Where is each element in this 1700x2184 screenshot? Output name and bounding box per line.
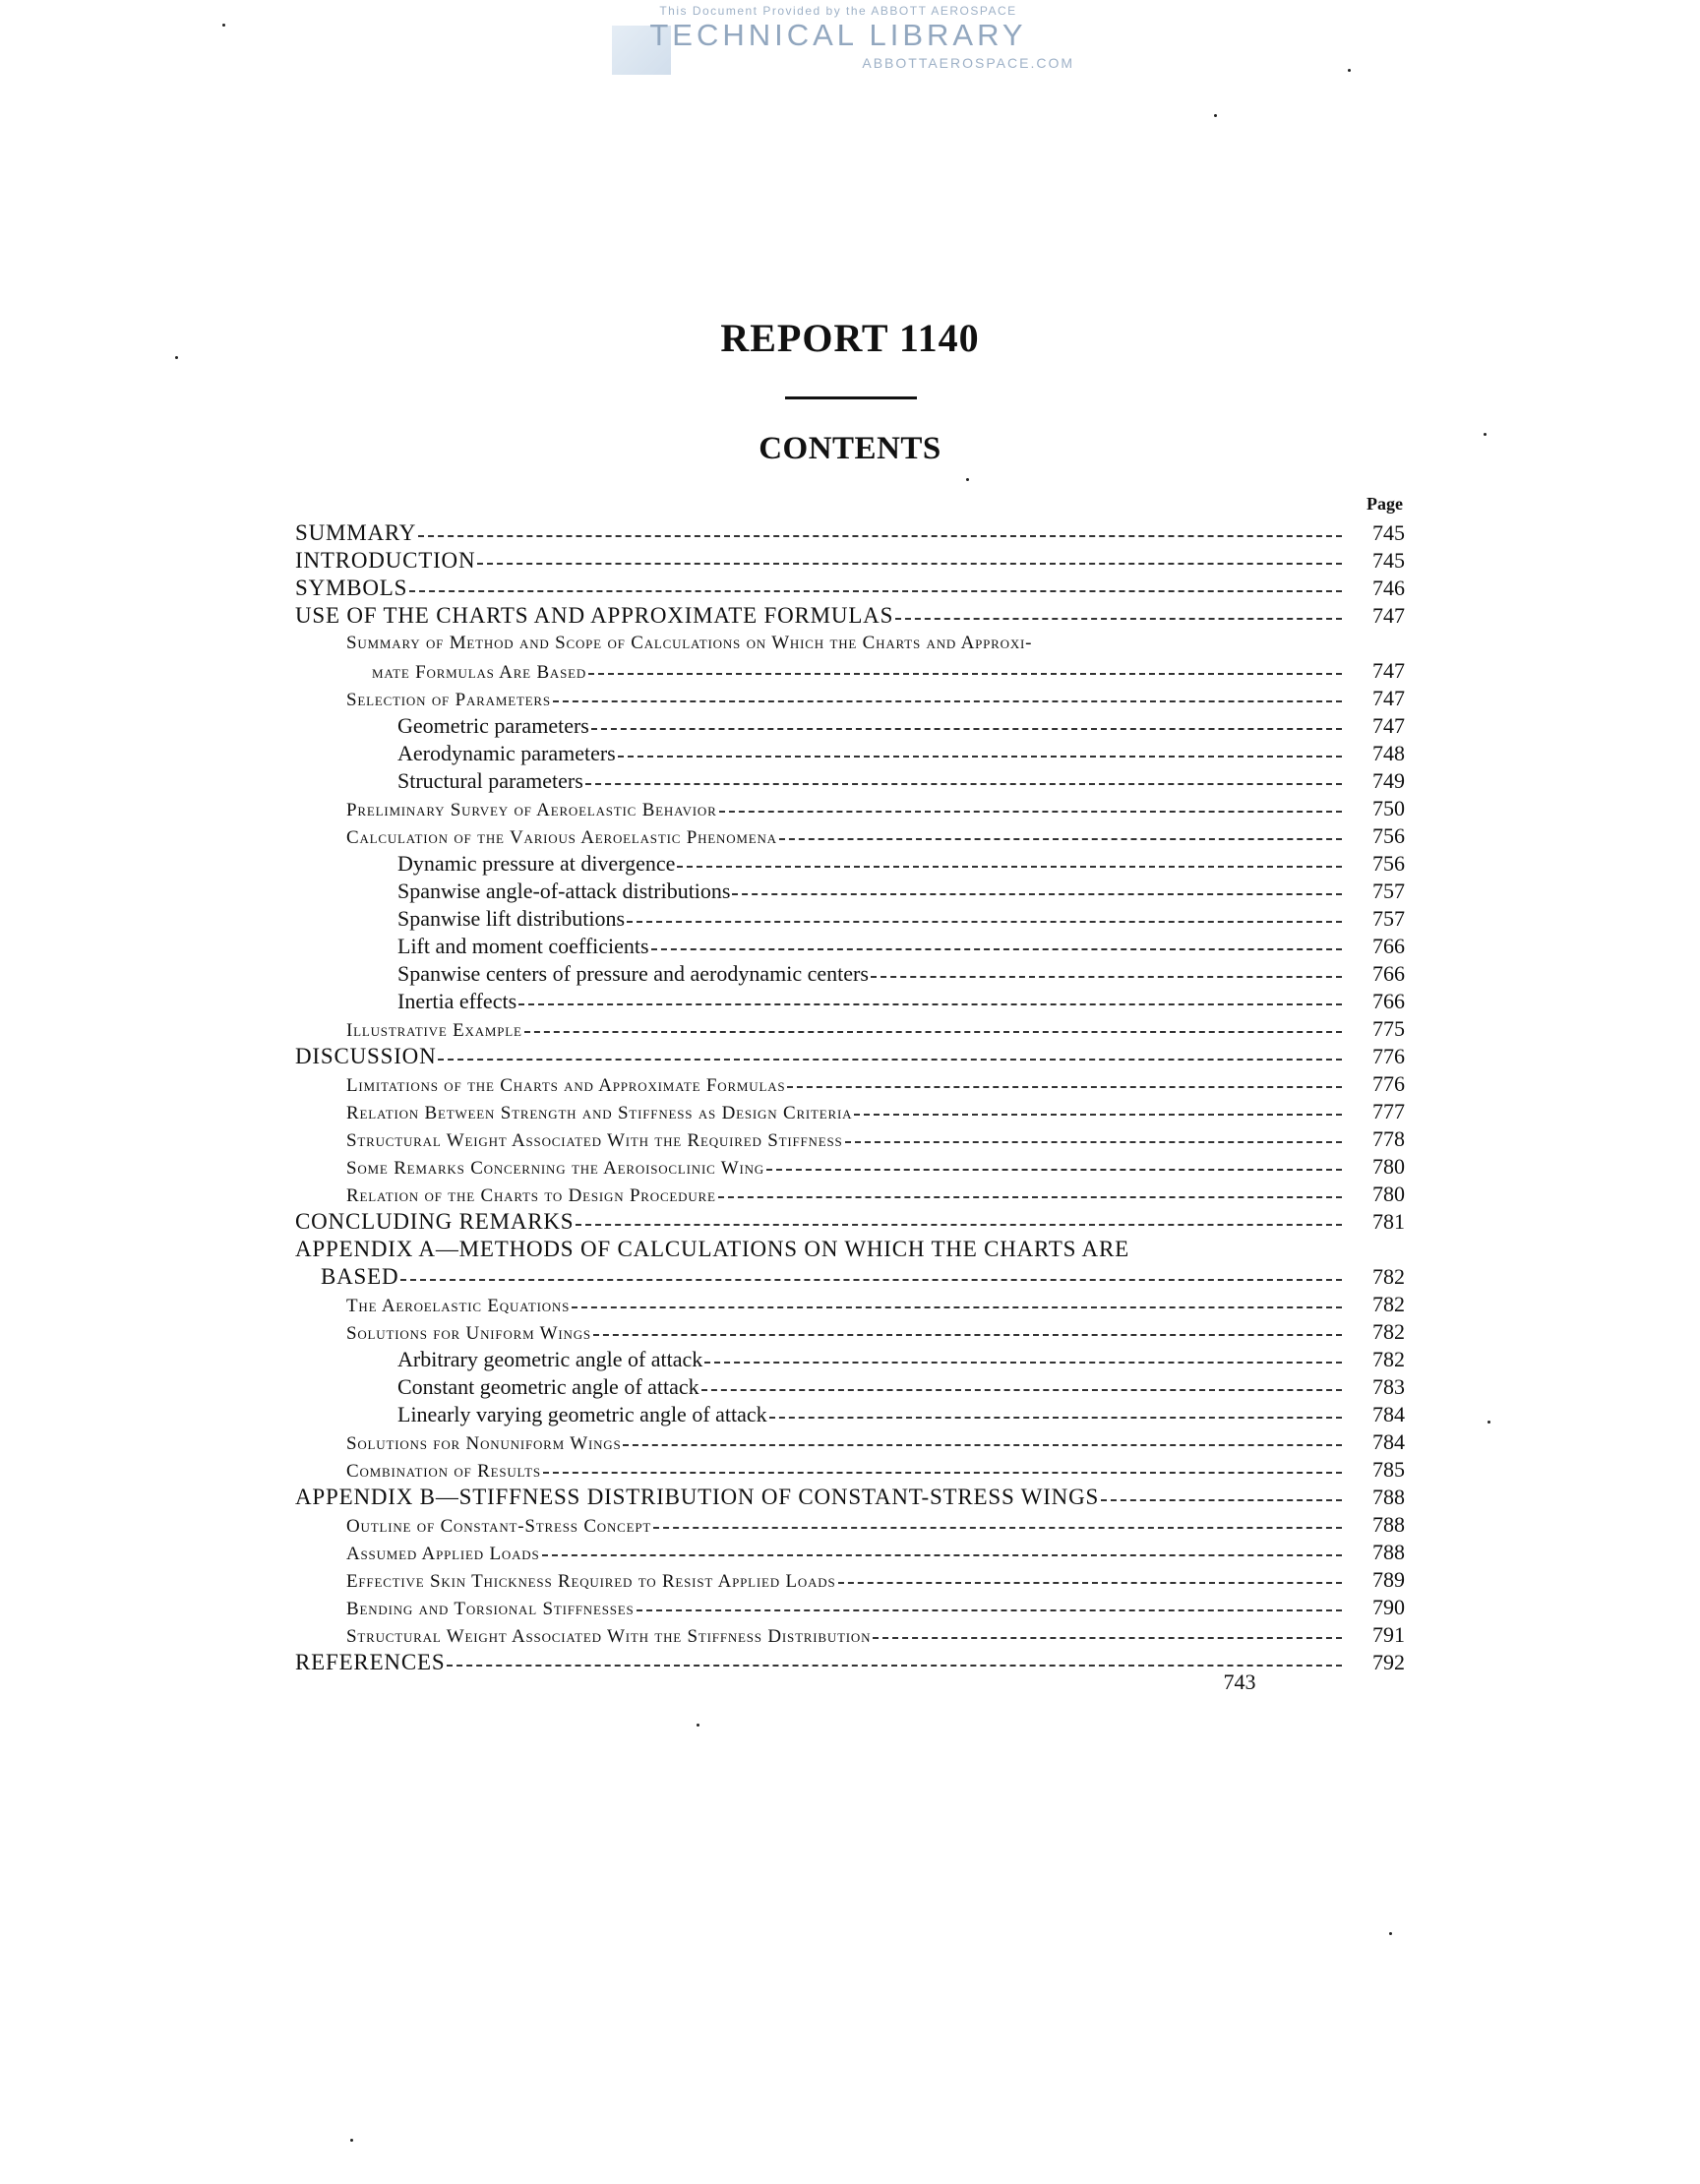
toc-entry-page: 747	[1372, 686, 1405, 710]
toc-entry	[295, 1566, 1405, 1594]
toc-entry-page: 788	[1372, 1485, 1405, 1509]
toc-entry-label: CONCLUDING REMARKS	[295, 1209, 575, 1234]
toc-entry-label: Lift and moment coefficients	[397, 934, 649, 958]
toc-entry	[295, 933, 1405, 960]
toc-entry	[295, 1428, 1405, 1456]
scan-speck	[697, 1724, 699, 1727]
toc-entry	[295, 1043, 1405, 1070]
toc-entry-page: 777	[1372, 1099, 1405, 1123]
toc-entry-page: 747	[1372, 603, 1405, 628]
toc-entry-label: APPENDIX B—STIFFNESS DISTRIBUTION OF CONSTANT-STRESS WINGS	[295, 1485, 1100, 1509]
toc-entry-label: Spanwise centers of pressure and aerodynamic centers	[397, 961, 869, 986]
toc-entry-page: 780	[1372, 1182, 1405, 1206]
dot-leader	[701, 1389, 1342, 1391]
library-watermark	[602, 4, 1074, 75]
toc-entry-page: 757	[1372, 906, 1405, 931]
toc-entry-page: 780	[1372, 1154, 1405, 1179]
dot-leader	[585, 783, 1342, 785]
toc-entry-label: Summary of Method and Scope of Calculations on Which the Charts and Approxi-	[346, 633, 1033, 653]
toc-entry-page: 747	[1372, 713, 1405, 738]
toc-entry	[295, 1015, 1405, 1043]
toc-entry-page: 785	[1372, 1457, 1405, 1482]
toc-entry-label: Some Remarks Concerning the Aeroisoclinic Wing	[346, 1158, 764, 1179]
toc-entry-label: Combination of Results	[346, 1461, 541, 1482]
toc-entry-label: Relation Between Strength and Stiffness as Design Criteria	[346, 1103, 853, 1123]
scan-speck	[966, 478, 969, 481]
toc-entry	[295, 795, 1405, 822]
toc-entry-page: 745	[1372, 548, 1405, 573]
dot-leader	[438, 1059, 1342, 1061]
toc-entry	[295, 1373, 1405, 1401]
toc-entry	[295, 1511, 1405, 1539]
toc-entry-page: 782	[1372, 1319, 1405, 1344]
toc-entry-label: SYMBOLS	[295, 576, 408, 600]
toc-entry-label: BASED	[321, 1264, 399, 1289]
toc-entry-page: 782	[1372, 1264, 1405, 1289]
dot-leader	[871, 976, 1342, 978]
toc-entry-page: 775	[1372, 1016, 1405, 1041]
dot-leader	[618, 756, 1342, 758]
toc-entry-label: Illustrative Example	[346, 1020, 522, 1041]
toc-entry-label: Arbitrary geometric angle of attack	[397, 1347, 703, 1371]
toc-entry	[295, 1594, 1405, 1621]
toc-entry-page: 784	[1372, 1429, 1405, 1454]
toc-entry-label: Relation of the Charts to Design Procedure	[346, 1185, 716, 1206]
toc-entry	[295, 1153, 1405, 1181]
scan-speck	[1484, 433, 1487, 436]
toc-entry-page: 781	[1372, 1209, 1405, 1234]
toc-entry	[295, 1098, 1405, 1125]
toc-entry-page: 746	[1372, 576, 1405, 600]
dot-leader	[766, 1169, 1342, 1171]
dot-leader	[1101, 1499, 1342, 1501]
toc-entry	[295, 1125, 1405, 1153]
toc-entry-label: Structural Weight Associated With the Required Stiffness	[346, 1130, 843, 1151]
dot-leader	[477, 563, 1342, 565]
toc-entry-label: Structural Weight Associated With the Stiffness Distribution	[346, 1626, 872, 1647]
dot-leader	[732, 893, 1342, 895]
toc-entry	[295, 1236, 1405, 1263]
toc-entry	[295, 1346, 1405, 1373]
toc-entry-label: Outline of Constant-Stress Concept	[346, 1516, 652, 1537]
scan-speck	[1348, 69, 1351, 72]
toc-entry-page: 788	[1372, 1512, 1405, 1537]
toc-entry	[295, 1263, 1405, 1291]
dot-leader	[400, 1279, 1342, 1281]
toc-entry-label: SUMMARY	[295, 520, 417, 545]
dot-leader	[845, 1141, 1342, 1143]
toc-entry-label: mate Formulas Are Based	[372, 662, 587, 683]
toc-entry	[295, 878, 1405, 905]
toc-entry	[295, 519, 1405, 547]
page-number: 743	[1223, 1669, 1256, 1694]
toc-entry-label: Solutions for Uniform Wings	[346, 1323, 591, 1344]
toc-entry-label: Dynamic pressure at divergence	[397, 851, 676, 876]
watermark-url: ABBOTTAEROSPACE.COM	[862, 55, 1074, 71]
scan-speck	[1214, 114, 1217, 117]
toc-entry-label: Constant geometric angle of attack	[397, 1374, 699, 1399]
dot-leader	[418, 535, 1342, 537]
dot-leader	[518, 1003, 1342, 1005]
toc-entry-page: 776	[1372, 1071, 1405, 1096]
toc-entry-page: 776	[1372, 1044, 1405, 1068]
toc-entry	[295, 712, 1405, 740]
dot-leader	[787, 1086, 1342, 1088]
toc-entry	[295, 988, 1405, 1015]
table-of-contents	[295, 519, 1405, 1676]
dot-leader	[542, 1554, 1343, 1556]
toc-entry-page: 748	[1372, 741, 1405, 765]
toc-entry-label: Linearly varying geometric angle of attack	[397, 1402, 767, 1426]
dot-leader	[409, 590, 1342, 592]
toc-entry-label: Calculation of the Various Aeroelastic Phenomena	[346, 827, 777, 848]
toc-entry-label: Limitations of the Charts and Approximate Formulas	[346, 1075, 786, 1096]
dot-leader	[854, 1114, 1342, 1116]
toc-entry-page: 756	[1372, 823, 1405, 848]
watermark-provider-line: This Document Provided by the ABBOTT AEROSPACE	[659, 4, 1017, 18]
toc-entry-label: Spanwise angle-of-attack distributions	[397, 879, 731, 903]
toc-entry-label: The Aeroelastic Equations	[346, 1296, 571, 1316]
toc-entry	[295, 630, 1405, 657]
dot-leader	[779, 838, 1342, 840]
toc-entry	[295, 1539, 1405, 1566]
contents-heading: CONTENTS	[759, 431, 941, 466]
dot-leader	[591, 728, 1342, 730]
dot-leader	[677, 866, 1342, 868]
toc-entry-page: 750	[1372, 796, 1405, 820]
toc-entry	[295, 1456, 1405, 1484]
dot-leader	[704, 1362, 1342, 1364]
toc-entry	[295, 822, 1405, 850]
toc-entry	[295, 602, 1405, 630]
toc-entry-label: USE OF THE CHARTS AND APPROXIMATE FORMULAS	[295, 603, 894, 628]
toc-entry-page: 766	[1372, 961, 1405, 986]
toc-entry-page: 747	[1372, 658, 1405, 683]
toc-entry	[295, 850, 1405, 878]
toc-entry-page: 749	[1372, 768, 1405, 793]
dot-leader	[623, 1444, 1342, 1446]
dot-leader	[719, 811, 1342, 813]
toc-entry-label: Assumed Applied Loads	[346, 1544, 540, 1564]
toc-entry	[295, 767, 1405, 795]
toc-entry-label: Inertia effects	[397, 989, 517, 1013]
toc-entry-page: 756	[1372, 851, 1405, 876]
dot-leader	[838, 1582, 1342, 1584]
toc-entry	[295, 1208, 1405, 1236]
toc-entry-label: Structural parameters	[397, 768, 583, 793]
watermark-library-name: TECHNICAL LIBRARY	[649, 18, 1027, 52]
dot-leader	[553, 700, 1342, 702]
dot-leader	[637, 1609, 1342, 1611]
toc-entry-page: 783	[1372, 1374, 1405, 1399]
scan-speck	[1488, 1421, 1490, 1424]
toc-entry-page: 778	[1372, 1126, 1405, 1151]
toc-entry-page: 788	[1372, 1540, 1405, 1564]
dot-leader	[873, 1637, 1342, 1639]
toc-entry-label: Spanwise lift distributions	[397, 906, 625, 931]
toc-entry-label: APPENDIX A—METHODS OF CALCULATIONS ON WHICH THE CHARTS ARE	[295, 1237, 1129, 1261]
toc-entry	[295, 547, 1405, 575]
toc-entry	[295, 1070, 1405, 1098]
scan-speck	[1389, 1932, 1392, 1935]
toc-entry-label: DISCUSSION	[295, 1044, 437, 1068]
toc-entry	[295, 740, 1405, 767]
toc-entry-label: INTRODUCTION	[295, 548, 476, 573]
toc-entry-label: Bending and Torsional Stiffnesses	[346, 1599, 635, 1619]
toc-entry-page: 757	[1372, 879, 1405, 903]
scan-speck	[222, 24, 225, 27]
scan-speck	[175, 356, 178, 359]
dot-leader	[653, 1527, 1342, 1529]
toc-entry-label: Geometric parameters	[397, 713, 589, 738]
dot-leader	[718, 1196, 1342, 1198]
dot-leader	[572, 1306, 1342, 1308]
toc-entry-page: 784	[1372, 1402, 1405, 1426]
dot-leader	[447, 1665, 1342, 1667]
toc-entry	[295, 1621, 1405, 1649]
toc-entry	[295, 960, 1405, 988]
page-column-header: Page	[1366, 494, 1403, 514]
toc-entry-label: Effective Skin Thickness Required to Resist Applied Loads	[346, 1571, 836, 1592]
toc-entry-label: Solutions for Nonuniform Wings	[346, 1433, 622, 1454]
dot-leader	[651, 948, 1342, 950]
scan-speck	[350, 2139, 353, 2142]
toc-entry-label: Selection of Parameters	[346, 690, 551, 710]
toc-entry	[295, 1318, 1405, 1346]
toc-entry-page: 782	[1372, 1347, 1405, 1371]
toc-entry-page: 790	[1372, 1595, 1405, 1619]
toc-entry-label: REFERENCES	[295, 1650, 446, 1674]
toc-entry	[295, 1401, 1405, 1428]
toc-entry-page: 766	[1372, 989, 1405, 1013]
dot-leader	[627, 921, 1342, 923]
dot-leader	[543, 1472, 1342, 1474]
toc-entry	[295, 575, 1405, 602]
toc-entry	[295, 657, 1405, 685]
toc-entry-label: Aerodynamic parameters	[397, 741, 616, 765]
dot-leader	[769, 1417, 1342, 1419]
dot-leader	[524, 1031, 1342, 1033]
toc-entry-page: 791	[1372, 1622, 1405, 1647]
toc-entry	[295, 905, 1405, 933]
toc-entry-page: 789	[1372, 1567, 1405, 1592]
dot-leader	[576, 1224, 1342, 1226]
dot-leader	[593, 1334, 1342, 1336]
dot-leader	[895, 618, 1342, 620]
report-title: REPORT 1140	[720, 316, 980, 360]
toc-entry	[295, 685, 1405, 712]
title-rule	[785, 396, 917, 399]
toc-entry-label: Preliminary Survey of Aeroelastic Behavior	[346, 800, 717, 820]
toc-entry	[295, 1484, 1405, 1511]
toc-entry	[295, 1181, 1405, 1208]
toc-entry-page: 745	[1372, 520, 1405, 545]
dot-leader	[588, 673, 1342, 675]
toc-entry-page: 782	[1372, 1292, 1405, 1316]
toc-entry	[295, 1291, 1405, 1318]
toc-entry-page: 766	[1372, 934, 1405, 958]
toc-entry-page: 792	[1372, 1650, 1405, 1674]
